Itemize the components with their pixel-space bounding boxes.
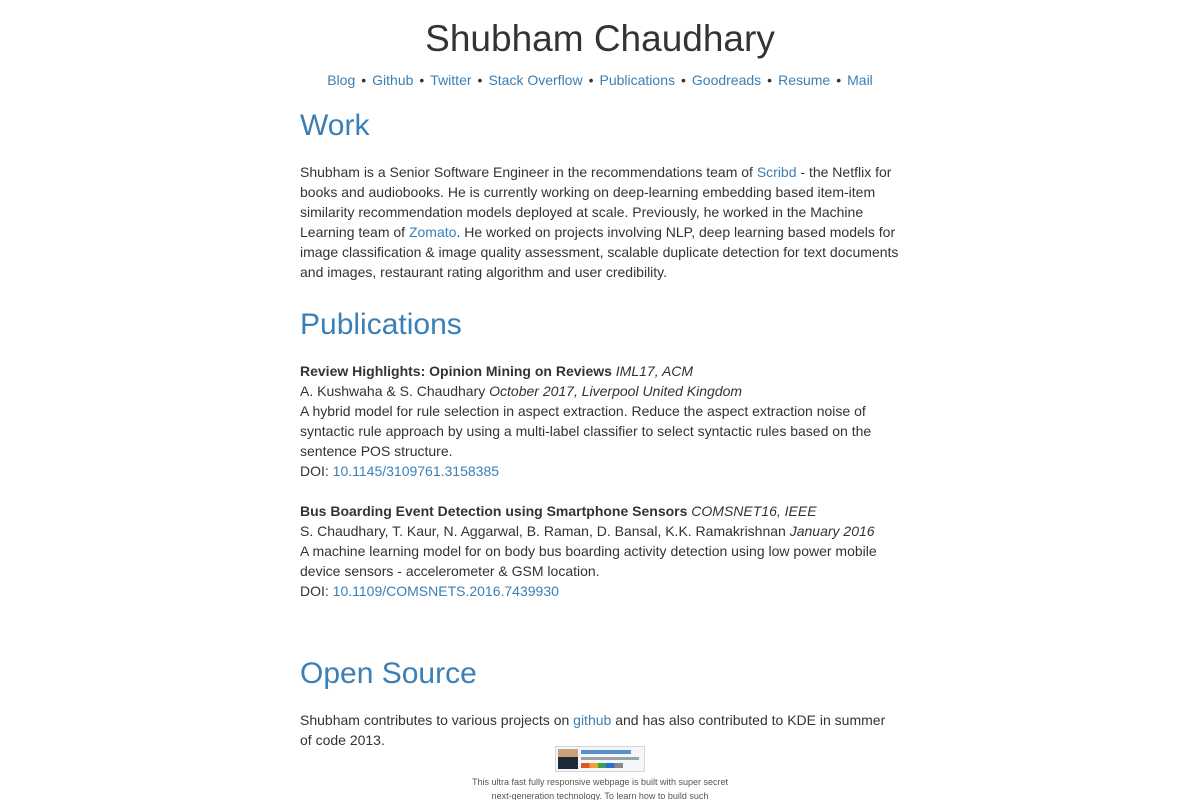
badge-name-graphic [581, 750, 631, 754]
badge-stats-graphic [581, 757, 639, 760]
nav-bar [0, 70, 1200, 90]
nav-separator: • [361, 72, 367, 88]
publication-doi-line [300, 581, 900, 601]
nav-link-github[interactable]: Github [372, 72, 414, 88]
publication-abstract: A machine learning model for on body bus boarding activity detection using low power mobile device sensors - accelerometer & GSM location. [300, 543, 877, 579]
publication-authors: A. Kushwaha & S. Chaudhary [300, 383, 486, 399]
nav-link-twitter[interactable]: Twitter [430, 72, 472, 88]
publications-heading[interactable] [300, 305, 900, 345]
nav-link-mail[interactable]: Mail [847, 72, 873, 88]
work-heading[interactable] [300, 106, 900, 146]
github-link[interactable]: github [573, 712, 612, 728]
nav-separator: • [836, 72, 842, 88]
nav-separator: • [419, 72, 425, 88]
work-text-part: Shubham is a Senior Software Engineer in the recommendations team of [300, 164, 757, 180]
work-text-part: . He worked on projects involving NLP, deep learning based models for image classification & image quality assessment, scalable duplicate detection for text documents and images, restaurant rating algorithm and user credibility. [300, 224, 899, 280]
publication-title-line [300, 361, 900, 381]
publication-doi-link[interactable]: 10.1145/3109761.3158385 [332, 463, 500, 479]
publication-authors-line [300, 381, 900, 401]
footer [0, 746, 1200, 800]
footer-text: This ultra fast fully responsive webpage is built with super secret next-generation technology. To learn how to build such [471, 777, 729, 800]
nav-link-publications[interactable]: Publications [599, 72, 675, 88]
nav-link-goodreads[interactable]: Goodreads [691, 72, 762, 88]
work-description [300, 162, 900, 282]
nav-separator: • [588, 72, 594, 88]
badge-tags-graphic [581, 763, 623, 768]
doi-label: DOI: [300, 583, 333, 599]
nav-link-resume[interactable]: Resume [778, 72, 831, 88]
open-source-heading[interactable] [300, 654, 900, 694]
nav-separator: • [680, 72, 686, 88]
publication-doi-link[interactable]: 10.1109/COMSNETS.2016.7439930 [332, 583, 559, 599]
publications-list [300, 361, 900, 601]
publication-title: Bus Boarding Event Detection using Smartphone Sensors [300, 503, 688, 519]
zomato-link[interactable]: Zomato [408, 224, 457, 240]
publication-title-line [300, 501, 900, 521]
section-spacer [300, 628, 900, 654]
stackoverflow-profile-badge[interactable] [555, 746, 645, 772]
publication-title: Review Highlights: Opinion Mining on Reviews [300, 363, 612, 379]
nav-link-stack-overflow[interactable]: Stack Overflow [488, 72, 583, 88]
site-title: Shubham Chaudhary [425, 18, 775, 59]
publication-abstract: A hybrid model for rule selection in aspect extraction. Reduce the aspect extraction noise of syntactic rule approach by using a multi-label classifier to select syntactic rules based on the sentence POS structure. [300, 403, 872, 459]
publication-authors: S. Chaudhary, T. Kaur, N. Aggarwal, B. Raman, D. Bansal, K.K. Ramakrishnan [300, 523, 786, 539]
publication-item [300, 361, 900, 481]
work-heading-link[interactable]: Work [300, 109, 370, 142]
scribd-link[interactable]: Scribd [756, 164, 797, 180]
main-content [300, 106, 900, 750]
work-text-part: - the Netflix for books and audiobooks. He is currently working on deep-learning embedding based item-item similarity recommendation models deployed at scale. Previously, he worked in the Machine Learning team of [300, 164, 892, 240]
doi-label: DOI: [300, 463, 333, 479]
publication-authors-line [300, 521, 900, 541]
publication-doi-line [300, 461, 900, 481]
open-source-description [300, 710, 900, 750]
publication-item [300, 501, 900, 601]
nav-link-blog[interactable]: Blog [327, 72, 356, 88]
publication-venue: IML17, ACM [615, 363, 694, 379]
publication-date: October 2017, Liverpool United Kingdom [489, 383, 743, 399]
publication-venue: COMSNET16, IEEE [691, 503, 817, 519]
avatar [558, 749, 578, 769]
nav-separator: • [477, 72, 483, 88]
nav-separator: • [767, 72, 773, 88]
publication-date: January 2016 [789, 523, 875, 539]
open-source-text-part: and has also contributed to KDE in summer of code 2013. [300, 712, 886, 748]
open-source-heading-link[interactable]: Open Source [300, 657, 477, 690]
publications-heading-link[interactable]: Publications [300, 308, 462, 341]
open-source-text-part: Shubham contributes to various projects on [300, 712, 574, 728]
